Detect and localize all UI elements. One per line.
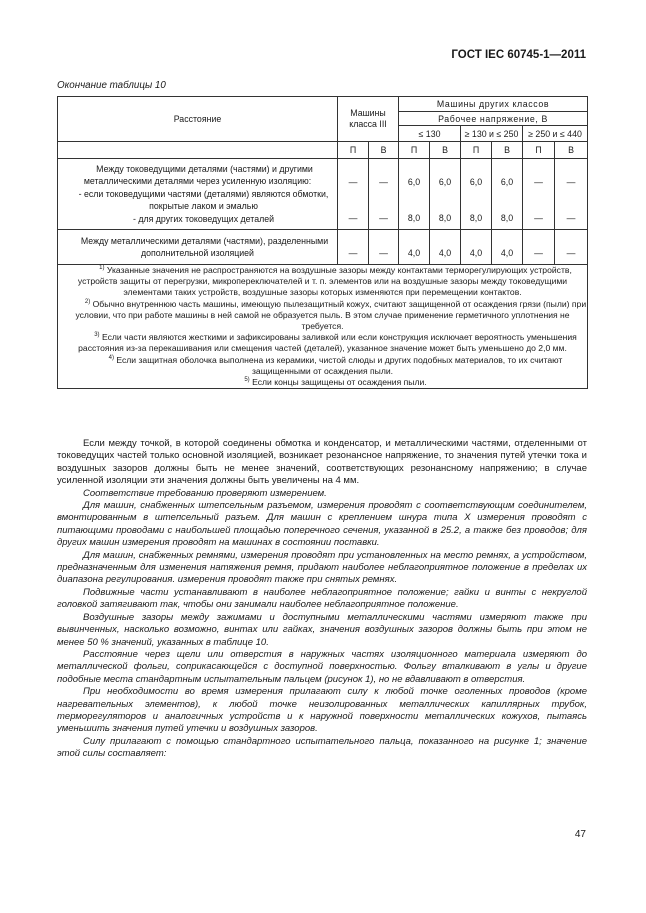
cell-value: 8,0 [469, 213, 483, 223]
paragraph: Соответствие требованию проверяют измерением. [83, 487, 327, 499]
footnote-text: Если защитная оболочка выполнена из керамики, чистой слюды и других подобных материалов, то их считают защищенными от осаждения пыли. [116, 354, 563, 376]
subheader-v: В [492, 142, 523, 159]
table-cell [399, 159, 430, 230]
cell-value: — [566, 176, 576, 187]
footnote-marker: 4) [108, 354, 114, 361]
cell-value: — [379, 213, 388, 223]
cell-value: — [534, 247, 543, 258]
range-1: ≤ 130 [399, 126, 461, 142]
cell-value: 6,0 [438, 176, 452, 187]
cell-value: 8,0 [407, 213, 421, 223]
header-voltage: Рабочее напряжение, В [399, 112, 588, 126]
cell-value: 4,0 [500, 247, 514, 258]
table-cell [338, 230, 369, 265]
footnote-marker: 5) [244, 377, 250, 384]
table-cell [430, 159, 461, 230]
header-distance: Расстояние [58, 97, 338, 142]
footnote-text: Если концы защищены от осаждения пыли. [252, 377, 427, 388]
cell-value: — [348, 247, 358, 258]
cell-value: — [566, 213, 576, 223]
subheader-p: П [338, 142, 369, 159]
table-cell [523, 230, 555, 265]
cell-value: 4,0 [469, 247, 483, 258]
cell-value: 4,0 [407, 247, 421, 258]
table-cell [492, 230, 523, 265]
subheader-p: П [523, 142, 555, 159]
footnote-text: Указанные значения не распространяются на воздушные зазоры между контактами терморегулирующих устройств, устройств защиты от перегрузки, микропереключателей и т. п. элементов или на воздушные зазоры между токоведущими элементами таких устройств, воздушные зазоры которых изменяются при перемещении контактов. [77, 265, 572, 298]
table-cell [338, 159, 369, 230]
header-other-classes: Машины других классов [399, 97, 588, 112]
paragraph: Расстояние через щели или отверстия в наружных частях изоляционного материала измеряют до металлической фольги, соприкасающейся с доступной поверхностью. Фольгу вталкивают в углы и другие подобные места стандартным испытательным пальцем (рисунок 1), но не вдавливают в отверстия. [57, 648, 587, 685]
footnote-marker: 1) [99, 265, 105, 272]
footnote-text: Обычно внутреннюю часть машины, имеющую пылезащитный кожух, считают защищенной от осаждения грязи (пыли) при условии, что при работе машины в ней самой не образуется пыль. В этом случае применение герметичного уплотнения не требуется. [75, 298, 587, 332]
cell-value: — [348, 213, 358, 223]
paragraph: При необходимости во время измерения прилагают силу к любой точке оголенных проводов (кроме нагревательных элементов), к любой точке неизолированных металлических капиллярных трубок, терморегуляторов и аналогичных устройств и к наружной поверхности металлических кожухов, пытаясь уменьшить значения путей утечки и воздушных зазоров. [57, 686, 587, 735]
table-cell [369, 159, 399, 230]
table-cell [555, 159, 588, 230]
row-supplementary-label [58, 230, 338, 265]
cell-value: — [348, 176, 358, 187]
cell-value: 6,0 [469, 176, 483, 187]
footnote-text: Если части являются жесткими и зафиксированы заливкой или если конструкция исключает вероятность уменьшения расстояния из-за перекашивания или смещения частей (деталей), указанное значение может быть уменьшено до 2,0 мм. [78, 332, 577, 354]
page-number: 47 [574, 829, 586, 840]
body-text [57, 438, 587, 761]
cell-value: 6,0 [407, 176, 421, 187]
footnote-marker: 2) [84, 298, 91, 305]
header-class3-text: Машины класса III [349, 108, 387, 129]
table-footnotes [58, 265, 588, 389]
table-cell [399, 230, 430, 265]
row-text: - для других токоведущих деталей [132, 213, 275, 224]
subheader-p: П [399, 142, 430, 159]
table-cell [492, 159, 523, 230]
footnote [58, 299, 587, 333]
subheader-p: П [461, 142, 492, 159]
paragraph: Воздушные зазоры между зажимами и доступными металлическими частями измеряют также при вывинченных, насколько возможно, винтах или гайках, значения воздушных зазоров должны быть при этом не менее 50 % значений, указанных в таблице 10. [57, 611, 587, 648]
subheader-v: В [555, 142, 588, 159]
paragraph: Для машин, снабженных ремнями, измерения проводят при установленных на место ремнях, а устройством, предназначенным для изменения натяжения ремня, придают наиболее неблагоприятное положение в пределах их диапазона регулирования. измерения проводят также при снятых ремнях. [57, 549, 587, 586]
cell-value: — [379, 176, 388, 187]
row-text: - если токоведущими частями (деталями) являются обмотки, покрытые лаком и эмалью [78, 188, 329, 212]
cell-value: — [566, 247, 576, 258]
header-class3 [338, 97, 399, 142]
table-cell [461, 230, 492, 265]
table-cell [555, 230, 588, 265]
subheader-v: В [369, 142, 399, 159]
footnote [58, 377, 587, 388]
cell-value: 6,0 [500, 176, 514, 187]
standard-header: ГОСТ IEC 60745-1—2011 [451, 49, 586, 61]
subheader-blank [58, 142, 338, 159]
paragraph: Если между точкой, в которой соединены обмотка и конденсатор, и металлическими частями, отделенными от токоведущих частей только основной изоляцией, возникает резонансное напряжение, то значения путей утечки тока и воздушных зазоров должны быть не менее значений, соответствующих резонансному напряжению; в случае усиленной изоляции эти значения должны быть увеличены на 4 мм. [57, 438, 587, 487]
paragraph: Силу прилагают с помощью стандартного испытательного пальца, показанного на рисунке 1; значение этой силы составляет: [57, 735, 587, 760]
table-cell [461, 159, 492, 230]
row-text: Между токоведущими деталями (частями) и другими металлическими деталями через усиленную изоляцию: [83, 163, 313, 187]
table-cell [369, 230, 399, 265]
footnote-marker: 3) [94, 332, 100, 339]
footnote [58, 355, 587, 377]
footnote [58, 265, 587, 299]
cell-value: — [379, 247, 388, 258]
table-cell [430, 230, 461, 265]
table-cell [523, 159, 555, 230]
cell-value: 8,0 [500, 213, 514, 223]
range-3: ≥ 250 и ≤ 440 [523, 126, 588, 142]
range-2: ≥ 130 и ≤ 250 [461, 126, 523, 142]
paragraph: Подвижные части устанавливают в наиболее неблагоприятное положение; гайки и винты с некруглой головкой затягивают так, чтобы они занимали наиболее неблагоприятное положение. [57, 586, 587, 611]
cell-value: 4,0 [438, 247, 452, 258]
paragraph: Для машин, снабженных штепсельным разъемом, измерения проводят с соответствующим соединителем, вмонтированным в штепсельный разъем. Для машин с креплением шнура типа X измерения проводят с питающими проводами с наибольшей площадью поперечного сечения, указанной в 25.2, а также без проводов; для других машин измерения проводят на машинах в состоянии поставки. [57, 500, 587, 549]
cell-value: 8,0 [438, 213, 452, 223]
cell-value: — [534, 213, 543, 223]
row-reinforced-label [58, 159, 338, 230]
row-text: Между металлическими деталями (частями), разделенными дополнительной изоляцией [80, 235, 329, 258]
footnote [58, 332, 587, 354]
table-caption: Окончание таблицы 10 [57, 80, 166, 91]
cell-value: — [534, 176, 543, 187]
subheader-v: В [430, 142, 461, 159]
distance-table [57, 96, 588, 389]
